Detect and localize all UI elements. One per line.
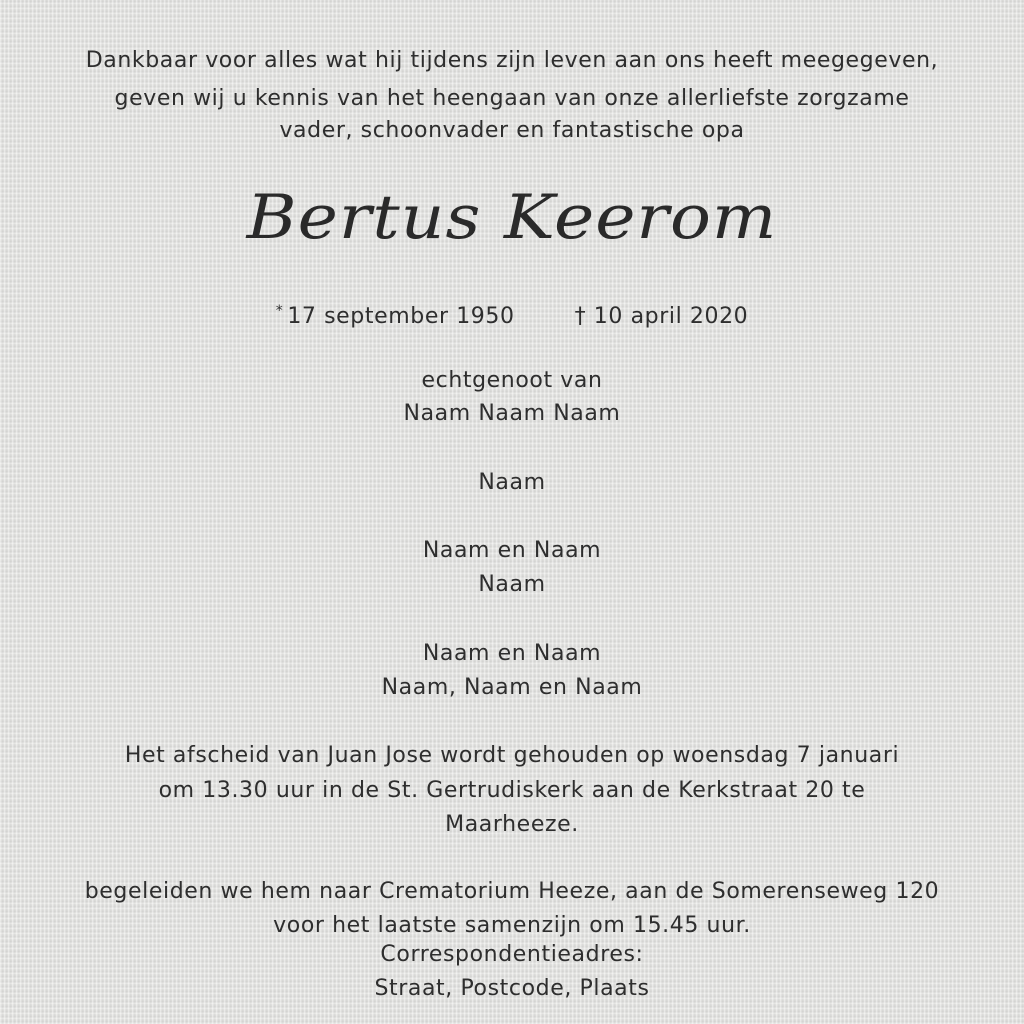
- intro-line-3: vader, schoonvader en fantastische opa: [279, 118, 745, 143]
- spouse-label: echtgenoot van: [421, 368, 603, 393]
- family-group-2-line-2: Naam: [478, 572, 546, 597]
- cremation-line-2: voor het laatste samenzijn om 15.45 uur.: [273, 913, 751, 938]
- death-date: 10 april 2020: [593, 304, 749, 329]
- family-group-2-line-1: Naam en Naam: [422, 538, 602, 563]
- birth-date: 17 september 1950: [287, 304, 515, 329]
- spouse-name: Naam Naam Naam: [403, 401, 621, 426]
- correspondence-address: Straat, Postcode, Plaats: [374, 976, 650, 1001]
- cremation-line-1: begeleiden we hem naar Crematorium Heeze, aan de Somerenseweg 120: [84, 879, 940, 904]
- service-line-3: Maarheeze.: [445, 812, 579, 837]
- family-group-1: Naam: [478, 470, 546, 495]
- intro-line-2: geven wij u kennis van het heengaan van onze allerliefste zorgzame: [114, 86, 910, 111]
- service-line-2: om 13.30 uur in de St. Gertrudiskerk aan de Kerkstraat 20 te: [158, 778, 866, 803]
- correspondence-label: Correspondentieadres:: [380, 942, 644, 967]
- deceased-name: Bertus Keerom: [246, 182, 778, 254]
- death-symbol: †: [574, 304, 587, 329]
- service-line-1: Het afscheid van Juan Jose wordt gehouden op woensdag 7 januari: [124, 743, 900, 768]
- birth-symbol: *: [275, 303, 284, 319]
- family-group-3-line-1: Naam en Naam: [422, 641, 602, 666]
- family-group-3-line-2: Naam, Naam en Naam: [381, 675, 643, 700]
- life-dates: [0, 296, 1024, 332]
- intro-line-1: Dankbaar voor alles wat hij tijdens zijn leven aan ons heeft meegegeven,: [85, 48, 939, 73]
